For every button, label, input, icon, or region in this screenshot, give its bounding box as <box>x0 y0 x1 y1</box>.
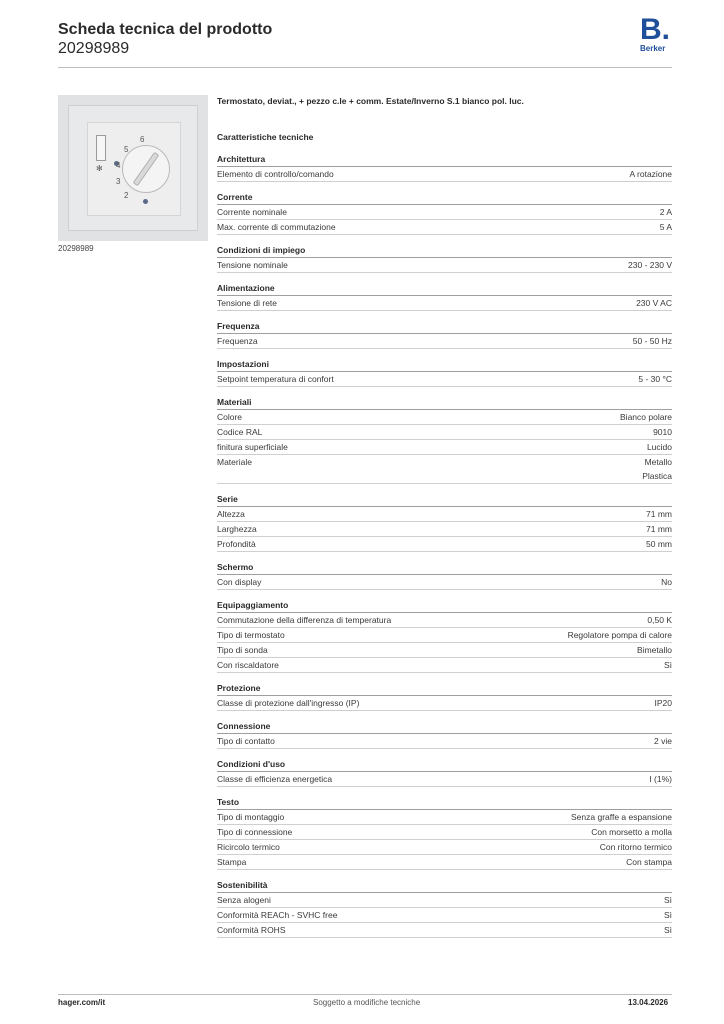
spec-value: 5 - 30 °C <box>638 374 672 384</box>
section-title: Materiali <box>217 395 672 410</box>
spec-value: 9010 <box>653 427 672 437</box>
spec-value: Lucido <box>646 442 672 452</box>
spec-section <box>217 190 672 235</box>
spec-row <box>217 893 672 908</box>
temperature-knob <box>122 145 170 193</box>
spec-value: Sì <box>663 895 672 905</box>
logo-wordmark: Berker <box>640 44 666 53</box>
footer-disclaimer: Soggetto a modifiche tecniche <box>313 998 421 1007</box>
section-title: Architettura <box>217 152 672 167</box>
section-title: Equipaggiamento <box>217 598 672 613</box>
spec-section <box>217 357 672 387</box>
spec-row <box>217 334 672 349</box>
section-title: Corrente <box>217 190 672 205</box>
spec-value: 50 mm <box>646 539 672 549</box>
spec-label: Larghezza <box>217 524 257 534</box>
brand-logo <box>640 13 674 56</box>
page-title: Scheda tecnica del prodotto <box>58 21 273 38</box>
cover-plate <box>68 105 198 231</box>
summer-winter-switch <box>96 135 106 161</box>
snowflake-icon: ✻ <box>96 164 103 173</box>
spec-row <box>217 205 672 220</box>
scale-label: 2 <box>124 191 129 200</box>
spec-content <box>217 94 672 938</box>
spec-value: Con stampa <box>626 857 672 867</box>
eco-dot <box>143 199 148 204</box>
spec-label: Tensione nominale <box>217 260 288 270</box>
scale-label: 6 <box>140 135 145 144</box>
spec-row <box>217 613 672 628</box>
spec-label: Corrente nominale <box>217 207 287 217</box>
spec-section <box>217 152 672 182</box>
spec-value: IP20 <box>654 698 672 708</box>
section-title: Condizioni di impiego <box>217 243 672 258</box>
spec-value: I (1%) <box>649 774 672 784</box>
scale-label: 3 <box>116 177 121 186</box>
spec-section <box>217 878 672 938</box>
section-title: Frequenza <box>217 319 672 334</box>
product-title: Termostato, deviat., + pezzo c.le + comm. Estate/Inverno S.1 bianco pol. luc. <box>217 96 524 106</box>
spec-value: Con ritorno termico <box>599 842 672 852</box>
spec-label: Frequenza <box>217 336 258 346</box>
spec-value: No <box>661 577 672 587</box>
spec-value: 2 A <box>659 207 672 217</box>
spec-row <box>217 575 672 590</box>
spec-sections <box>217 152 672 938</box>
spec-row <box>217 167 672 182</box>
spec-value: A rotazione <box>629 169 672 179</box>
spec-label: Ricircolo termico <box>217 842 280 852</box>
section-title: Connessione <box>217 719 672 734</box>
product-code: 20298989 <box>58 40 130 57</box>
spec-row <box>217 296 672 311</box>
spec-row <box>217 696 672 711</box>
spec-label: Setpoint temperatura di confort <box>217 374 334 384</box>
spec-row <box>217 840 672 855</box>
spec-row <box>217 220 672 235</box>
section-title: Serie <box>217 492 672 507</box>
section-title: Sostenibilità <box>217 878 672 893</box>
spec-value: 230 - 230 V <box>628 260 672 270</box>
spec-label: Commutazione della differenza di temperatura <box>217 615 392 625</box>
spec-row <box>217 855 672 870</box>
spec-row <box>217 628 672 643</box>
footer-date: 13.04.2026 <box>628 998 669 1007</box>
spec-value: 5 A <box>659 222 672 232</box>
spec-section <box>217 681 672 711</box>
spec-row <box>217 507 672 522</box>
spec-value: Con morsetto a molla <box>591 827 672 837</box>
spec-value: Bimetallo <box>637 645 672 655</box>
spec-value: 71 mm <box>646 509 672 519</box>
spec-label: Materiale <box>217 457 252 467</box>
spec-row <box>217 908 672 923</box>
spec-section <box>217 243 672 273</box>
spec-value: 2 vie <box>654 736 672 746</box>
spec-row <box>217 772 672 787</box>
scale-label: 5 <box>124 145 129 154</box>
spec-row <box>217 643 672 658</box>
spec-section <box>217 281 672 311</box>
spec-label: Tipo di sonda <box>217 645 268 655</box>
spec-label: Classe di efficienza energetica <box>217 774 333 784</box>
section-title: Alimentazione <box>217 281 672 296</box>
spec-label: Con riscaldatore <box>217 660 279 670</box>
spec-label: Tipo di termostato <box>217 630 285 640</box>
spec-section <box>217 795 672 870</box>
spec-value: 230 V AC <box>636 298 672 308</box>
section-title: Condizioni d'uso <box>217 757 672 772</box>
spec-label: Profondità <box>217 539 256 549</box>
spec-label: Altezza <box>217 509 245 519</box>
spec-value: Regolatore pompa di calore <box>567 630 672 640</box>
spec-label: Senza alogeni <box>217 895 271 905</box>
spec-row <box>217 440 672 455</box>
scale-label: 4 <box>116 161 121 170</box>
spec-row <box>217 658 672 673</box>
spec-row <box>217 258 672 273</box>
spec-row <box>217 372 672 387</box>
spec-row <box>217 522 672 537</box>
spec-section <box>217 492 672 552</box>
footer-website: hager.com/it <box>58 998 106 1007</box>
spec-section <box>217 757 672 787</box>
spec-section <box>217 319 672 349</box>
spec-value: Sì <box>663 660 672 670</box>
spec-label: Conformità REACh - SVHC free <box>217 910 338 920</box>
spec-label: Classe di protezione dall'ingresso (IP) <box>217 698 360 708</box>
logo-mark: B. <box>640 13 670 46</box>
spec-label: finitura superficiale <box>217 442 288 452</box>
spec-value: Sì <box>663 910 672 920</box>
section-title: Testo <box>217 795 672 810</box>
section-title: Protezione <box>217 681 672 696</box>
spec-section <box>217 719 672 749</box>
spec-row <box>217 410 672 425</box>
spec-label: Stampa <box>217 857 247 867</box>
spec-label: Con display <box>217 577 262 587</box>
image-caption: 20298989 <box>58 244 94 253</box>
spec-label: Colore <box>217 412 243 422</box>
product-image <box>58 95 208 241</box>
thermostat-insert <box>87 122 181 216</box>
spec-row <box>217 537 672 552</box>
specs-heading: Caratteristiche tecniche <box>217 132 314 142</box>
spec-label: Tipo di connessione <box>217 827 293 837</box>
spec-value: Metallo Plastica <box>642 457 672 481</box>
spec-value: Sì <box>663 925 672 935</box>
spec-value: 0,50 K <box>647 615 672 625</box>
spec-label: Tensione di rete <box>217 298 278 308</box>
spec-section <box>217 598 672 673</box>
section-title: Schermo <box>217 560 672 575</box>
spec-label: Tipo di contatto <box>217 736 275 746</box>
spec-row <box>217 810 672 825</box>
spec-section <box>217 560 672 590</box>
spec-row <box>217 425 672 440</box>
spec-section <box>217 395 672 484</box>
spec-label: Elemento di controllo/comando <box>217 169 334 179</box>
spec-value: 50 - 50 Hz <box>632 336 672 346</box>
spec-label: Max. corrente di commutazione <box>217 222 336 232</box>
spec-label: Tipo di montaggio <box>217 812 285 822</box>
footer-divider <box>58 994 672 995</box>
header-divider <box>58 67 672 68</box>
spec-row <box>217 923 672 938</box>
knob-grip <box>133 152 160 187</box>
page-header <box>58 20 272 58</box>
spec-label: Codice RAL <box>217 427 263 437</box>
spec-value: Bianco polare <box>620 412 672 422</box>
spec-value: 71 mm <box>646 524 672 534</box>
spec-row <box>217 734 672 749</box>
spec-row <box>217 825 672 840</box>
spec-value: Senza graffe a espansione <box>571 812 672 822</box>
spec-row <box>217 455 672 484</box>
spec-label: Conformità ROHS <box>217 925 286 935</box>
section-title: Impostazioni <box>217 357 672 372</box>
